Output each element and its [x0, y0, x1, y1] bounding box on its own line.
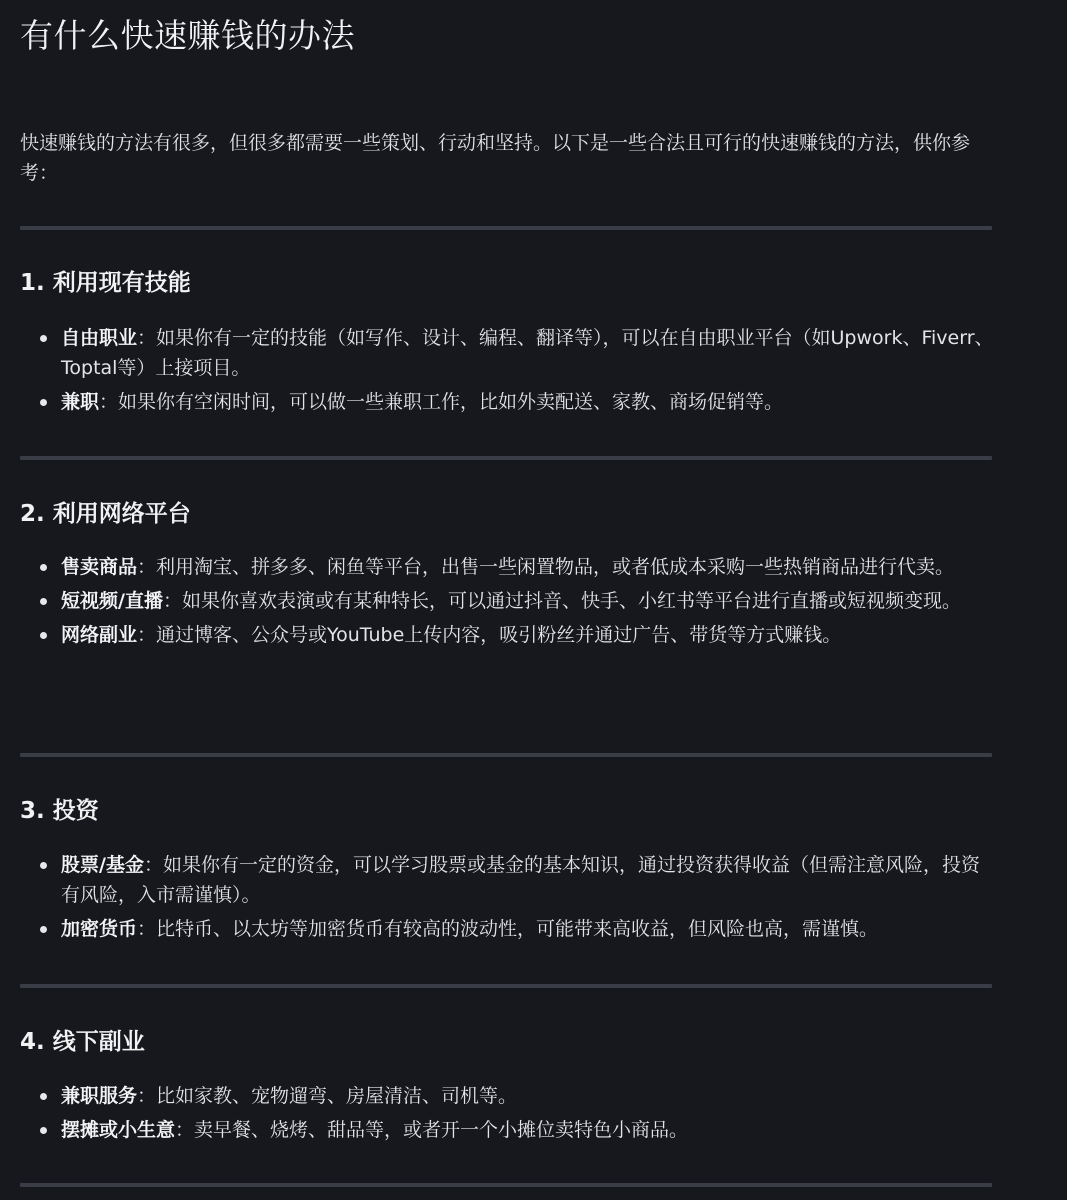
list-item	[20, 552, 995, 582]
item-text: ：比如家教、宠物遛弯、房屋清洁、司机等。	[137, 1085, 518, 1107]
item-text: ：如果你喜欢表演或有某种特长，可以通过抖音、快手、小红书等平台进行直播或短视频变现。	[162, 590, 961, 612]
bullet-icon	[40, 926, 47, 933]
item-text: ：如果你有一定的技能（如写作、设计、编程、翻译等），可以在自由职业平台（如Upwork、Fiverr、Toptal等）上接项目。	[61, 327, 994, 379]
list-item	[20, 850, 995, 910]
divider	[20, 753, 992, 757]
bullet-list	[20, 552, 995, 654]
item-term: 股票/基金	[61, 854, 144, 876]
bullet-icon	[40, 335, 47, 342]
item-term: 兼职服务	[61, 1085, 138, 1107]
bullet-icon	[40, 1127, 47, 1134]
divider	[20, 456, 992, 460]
item-term: 网络副业	[61, 624, 138, 646]
item-term: 自由职业	[61, 327, 138, 349]
bullet-list	[20, 850, 995, 948]
item-term: 短视频/直播	[61, 590, 163, 612]
section-heading: 2. 利用网络平台	[20, 501, 191, 527]
bullet-list	[20, 1081, 995, 1149]
bullet-icon	[40, 862, 47, 869]
item-text: ：通过博客、公众号或YouTube上传内容，吸引粉丝并通过广告、带货等方式赚钱。	[137, 624, 842, 646]
item-text: ：如果你有空闲时间，可以做一些兼职工作，比如外卖配送、家教、商场促销等。	[99, 391, 784, 413]
divider	[20, 226, 992, 230]
section-heading: 3. 投资	[20, 798, 99, 824]
item-text: ：如果你有一定的资金，可以学习股票或基金的基本知识，通过投资获得收益（但需注意风险，投资有风险，入市需谨慎）。	[61, 854, 980, 906]
item-text: ：卖早餐、烧烤、甜品等，或者开一个小摊位卖特色小商品。	[175, 1119, 689, 1141]
bullet-icon	[40, 564, 47, 571]
bullet-list	[20, 323, 995, 421]
bullet-icon	[40, 632, 47, 639]
list-item	[20, 323, 995, 383]
section-heading: 4. 线下副业	[20, 1029, 145, 1055]
bullet-icon	[40, 598, 47, 605]
item-term: 摆摊或小生意	[61, 1119, 176, 1141]
list-item	[20, 1081, 995, 1111]
list-item	[20, 620, 995, 650]
item-text: ：比特币、以太坊等加密货币有较高的波动性，可能带来高收益，但风险也高，需谨慎。	[137, 918, 879, 940]
bullet-icon	[40, 399, 47, 406]
divider	[20, 984, 992, 988]
list-item	[20, 914, 995, 944]
bullet-icon	[40, 1093, 47, 1100]
intro-paragraph: 快速赚钱的方法有很多，但很多都需要一些策划、行动和坚持。以下是一些合法且可行的快速赚钱的方法，供你参考：	[20, 132, 971, 184]
item-term: 售卖商品	[61, 556, 138, 578]
item-text: ：利用淘宝、拼多多、闲鱼等平台，出售一些闲置物品，或者低成本采购一些热销商品进行代卖。	[137, 556, 955, 578]
divider	[20, 1183, 992, 1187]
page-title: 有什么快速赚钱的办法	[20, 16, 355, 55]
section-heading: 1. 利用现有技能	[20, 270, 191, 296]
item-term: 兼职	[61, 391, 100, 413]
list-item	[20, 586, 995, 616]
item-term: 加密货币	[61, 918, 138, 940]
list-item	[20, 1115, 995, 1145]
list-item	[20, 387, 995, 417]
